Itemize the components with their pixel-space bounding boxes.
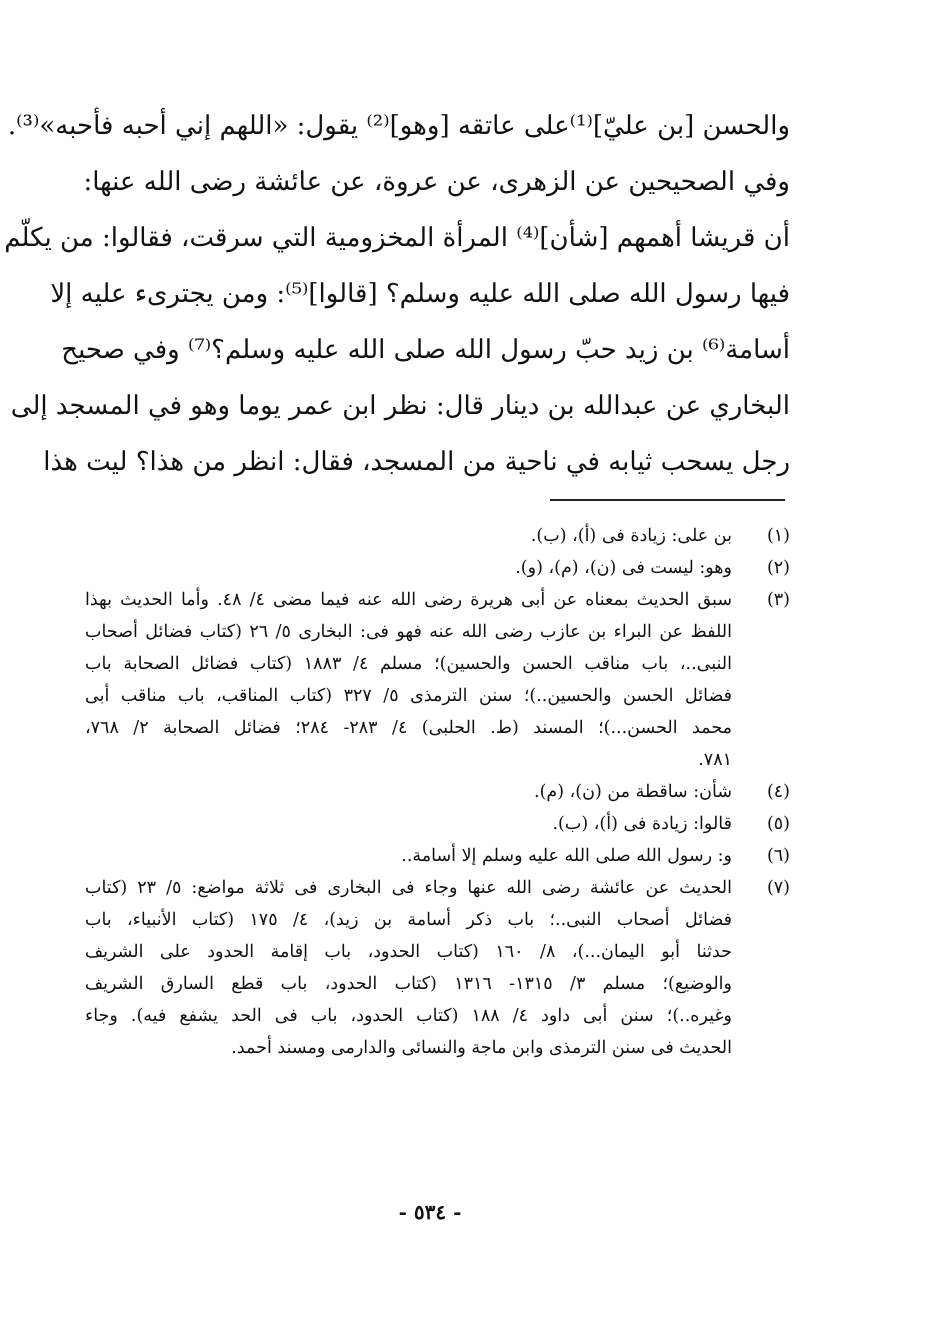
footnote-line: فضائل الحسن والحسين..)؛ سنن الترمذى ٥/ ٣٢٧ (كتاب المناقب، باب مناقب أبى (85, 686, 733, 706)
footnote-7 (85, 872, 790, 1064)
main-text-line: رجل يسحب ثيابه في ناحية من المسجد، فقال: انظر من هذا؟ ليت هذا (43, 447, 790, 477)
footnote-text (85, 840, 732, 872)
footnote-line: والوضيع)؛ مسلم ٣/ ١٣١٥- ١٣١٦ (كتاب الحدود، باب قطع السارق الشريف (85, 974, 732, 994)
footnote-5 (85, 808, 790, 840)
footnote-line: النبى..، باب مناقب الحسن والحسين)؛ مسلم ٤/ ١٨٨٣ (كتاب فضائل الصحابة باب (85, 654, 732, 674)
footnote-line: محمد الحسن...)؛ المسند (ط. الحلبى) ٤/ ٢٨٣- ٢٨٤؛ فضائل الصحابة ٢/ ٧٦٨، (85, 718, 733, 738)
main-text-line: والحسن [بن عليّ]⁽¹⁾على عاتقه [وهو]⁽²⁾ يقول: «اللهم إني أحبه فأحبه»⁽³⁾. (7, 111, 790, 141)
main-text-line: وفي الصحيحين عن الزهرى، عن عروة، عن عائشة رضى الله عنها: (83, 167, 790, 197)
footnote-line: شأن: ساقطة من (ن)، (م). (534, 782, 732, 802)
footnote-line: ٧٨١. (698, 750, 732, 770)
footnote-line: بن على: زيادة فى (أ)، (ب). (530, 526, 732, 546)
footnote-line: فضائل أصحاب النبى..؛ باب ذكر أسامة بن زيد)، ٤/ ١٧٥ (كتاب الأنبياء، باب (85, 910, 732, 930)
footnote-line: وغيره..)؛ سنن أبى داود ٤/ ١٨٨ (كتاب الحدود، باب فى الحد يشفع فيه). وجاء (85, 1006, 732, 1026)
main-text-line: فيها رسول الله صلى الله عليه وسلم؟ [قالوا]⁽⁵⁾: ومن يجترىء عليه إلا (50, 279, 790, 309)
footnote-text (85, 872, 732, 1064)
footnote-text (85, 552, 732, 584)
footnotes (85, 520, 790, 1064)
footnote-3 (85, 584, 790, 776)
footnote-line: اللفظ عن البراء بن عازب رضى الله عنه فهو فى: البخارى ٥/ ٢٦ (كتاب فضائل أصحاب (85, 622, 732, 642)
footnote-line: و: رسول الله صلى الله عليه وسلم إلا أسامة.. (401, 846, 732, 866)
footnote-line: حدثنا أبو اليمان...)، ٨/ ١٦٠ (كتاب الحدود، باب إقامة الحدود على الشريف (85, 942, 733, 962)
footnote-line: وهو: ليست فى (ن)، (م)، (و). (515, 558, 732, 578)
footnote-number: (٧) (766, 878, 790, 898)
footnote-number: (٦) (766, 846, 790, 866)
footnote-separator (550, 499, 785, 501)
footnote-number: (٢) (766, 558, 790, 578)
footnote-text (85, 808, 732, 840)
main-text-line: أسامة⁽⁶⁾ بن زيد حبّ رسول الله صلى الله عليه وسلم؟⁽⁷⁾ وفي صحيح (61, 335, 790, 365)
main-text (4, 98, 790, 490)
footnote-line: الحديث فى سنن الترمذى وابن ماجة والنسائى والدارمى ومسند أحمد. (231, 1038, 732, 1058)
footnote-line: الحديث عن عائشة رضى الله عنها وجاء فى البخارى فى ثلاثة مواضع: ٥/ ٢٣ (كتاب (85, 878, 732, 898)
footnote-4 (85, 776, 790, 808)
footnote-6 (85, 840, 790, 872)
footnote-text (85, 584, 732, 776)
footnote-number: (٣) (766, 590, 790, 610)
footnote-text (85, 520, 732, 552)
footnote-number: (٤) (766, 782, 790, 802)
main-text-line: أن قريشا أهمهم [شأن]⁽⁴⁾ المرأة المخزومية التي سرقت، فقالوا: من يكلّم (4, 223, 790, 253)
footnote-1 (85, 520, 790, 552)
main-text-line: البخاري عن عبدالله بن دينار قال: نظر ابن عمر يوما وهو في المسجد إلى (10, 391, 790, 421)
footnote-text (85, 776, 732, 808)
footnote-number: (١) (766, 526, 790, 546)
page-number: - ٥٣٤ - (398, 1200, 462, 1224)
footnote-line: قالوا: زيادة فى (أ)، (ب). (552, 814, 732, 834)
footnote-line: سبق الحديث بمعناه عن أبى هريرة رضى الله عنه فيما مضى ٤/ ٤٨. وأما الحديث بهذا (85, 590, 732, 610)
footnote-number: (٥) (766, 814, 790, 834)
footnote-2 (85, 552, 790, 584)
